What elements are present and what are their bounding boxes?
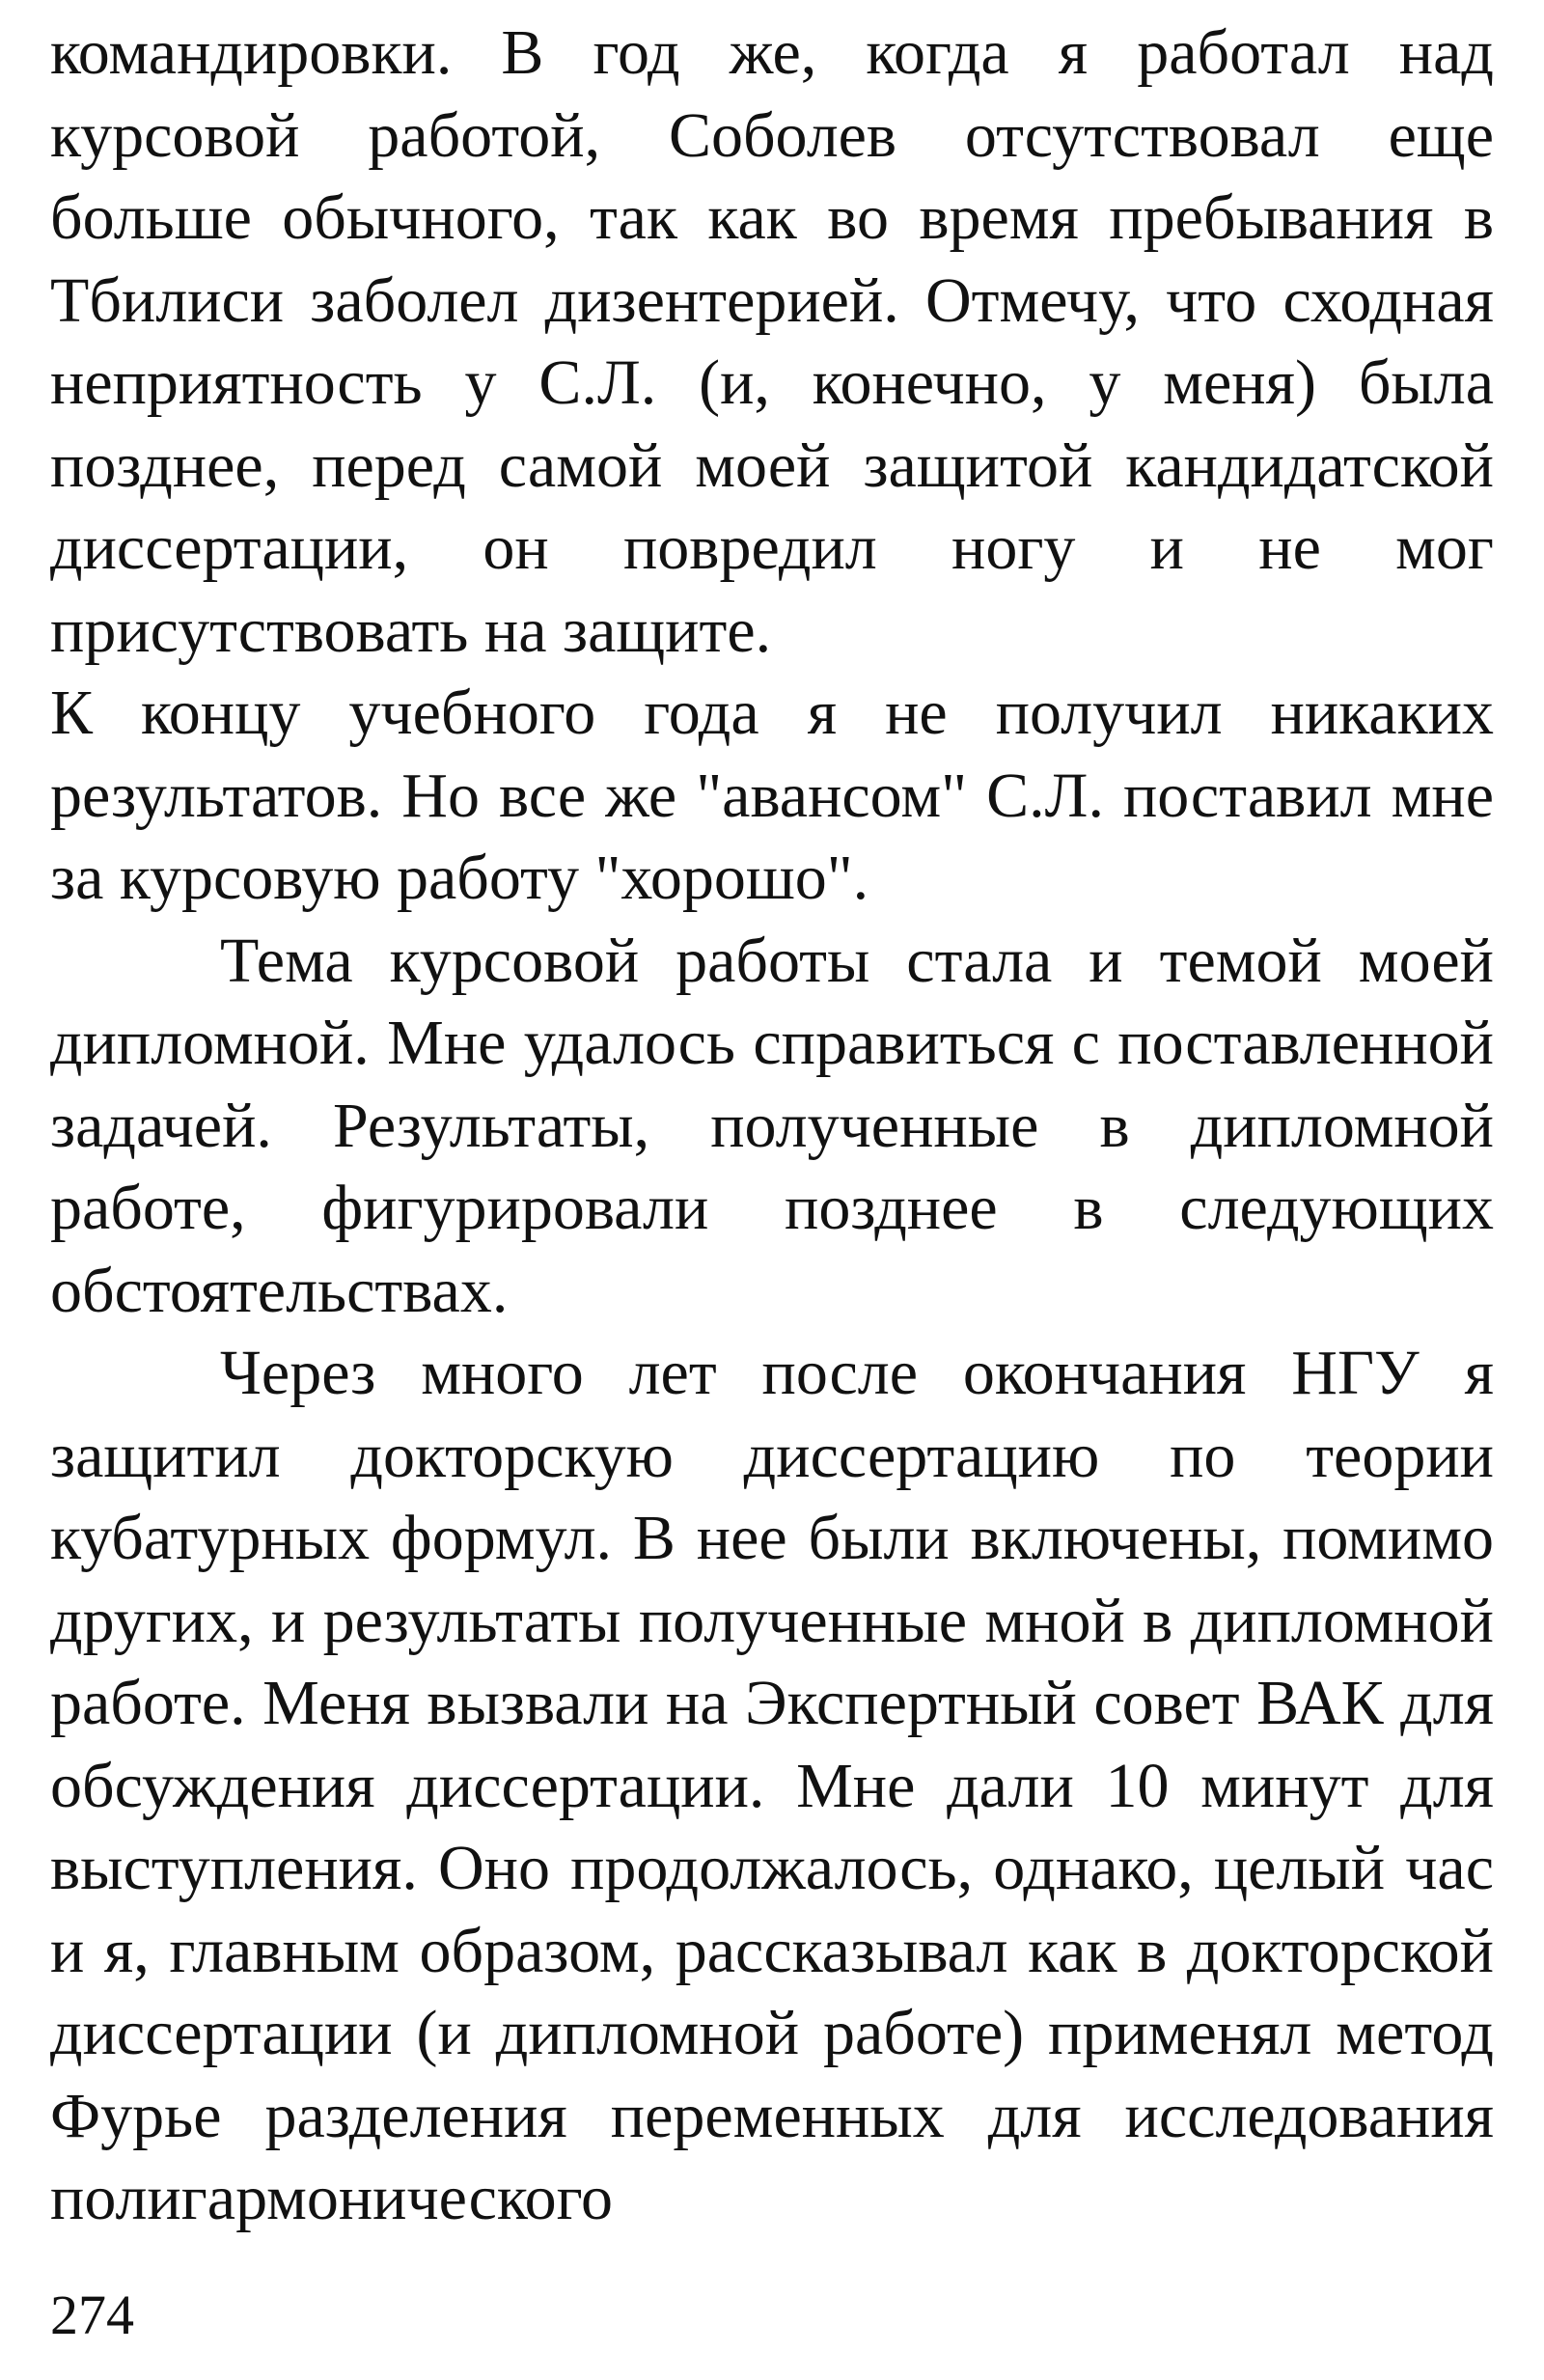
page-number: 274 (50, 2283, 134, 2346)
paragraph-4: Через много лет после окончания НГУ я защитил докторскую диссертацию по теории кубатурных формул. В нее были включены, помимо других, и результаты полученные мной в дипломной работе. Меня вызвали на Экспертный совет ВАК для обсуждения диссертации. Мне дали 10 минут для выступления. Оно продолжалось, однако, целый час и я, главным образом, рассказывал как в докторской диссертации (и дипломной работе) применял метод Фурье разделения переменных для исследования полигармонического (50, 1338, 1494, 2233)
paragraph-1: командировки. В год же, когда я работал над курсовой работой, Соболев отсутствовал еще больше обычного, так как во время пребывания в Тбилиси заболел дизентерией. Отмечу, что сходная неприятность у С.Л. (и, конечно, у меня) была позднее, перед самой моей защитой кандидатской диссертации, он повредил ногу и не мог присутствовать на защите. (50, 17, 1494, 666)
paragraph-2: К концу учебного года я не получил никаких результатов. Но все же "авансом" С.Л. поставил мне за курсовую работу "хорошо". (50, 678, 1494, 913)
page-body (50, 12, 1494, 2240)
paragraph-3: Тема курсовой работы стала и темой моей дипломной. Мне удалось справиться с поставленной задачей. Результаты, полученные в дипломной работе, фигурировали позднее в следующих обстоятельствах. (50, 925, 1494, 1326)
